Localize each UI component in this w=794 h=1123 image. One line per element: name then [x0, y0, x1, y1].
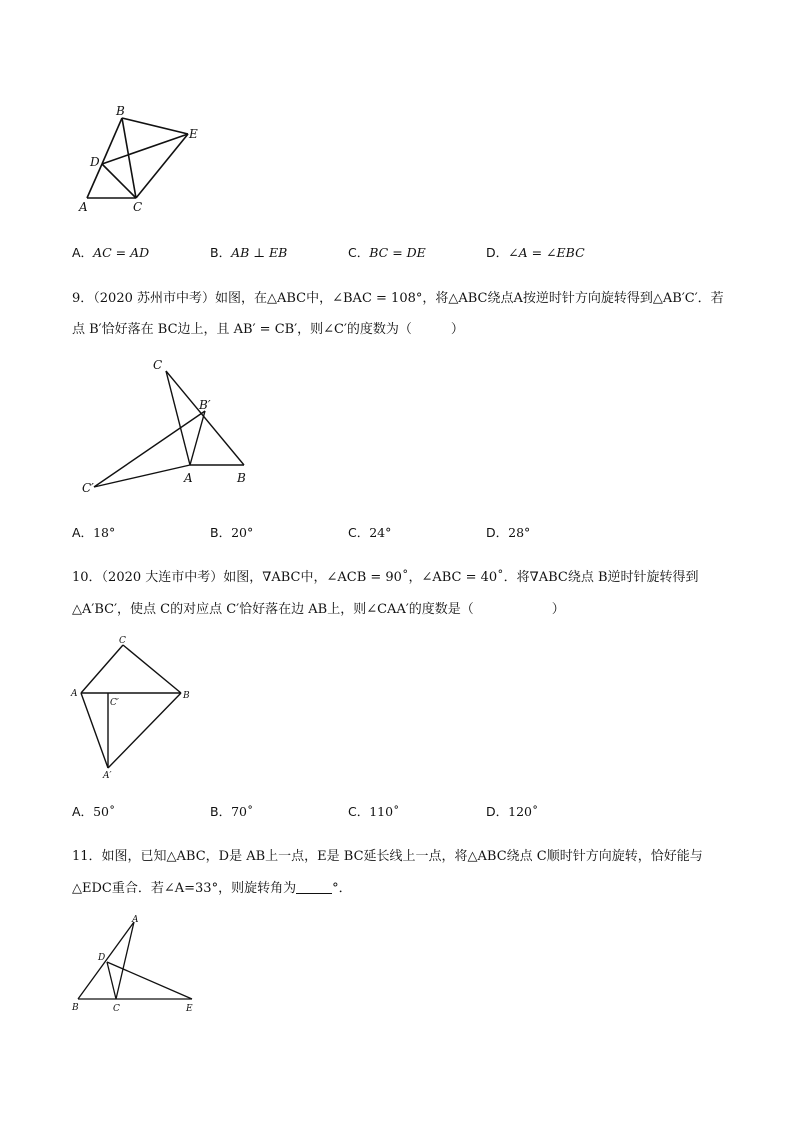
- q10-option-a-text: 50˚: [93, 804, 116, 819]
- q8-option-d-label: D．: [486, 245, 509, 260]
- q9-option-d[interactable]: [486, 523, 530, 541]
- q9-option-a-text: 18°: [93, 525, 116, 540]
- q8-option-b-label: B．: [210, 245, 232, 260]
- q8-option-a-text: AC = AD: [93, 245, 150, 260]
- label-e: E: [186, 1004, 193, 1014]
- label-c: C: [153, 358, 163, 372]
- label-b: B: [116, 104, 125, 118]
- label-b: B: [237, 471, 246, 485]
- q8-option-b[interactable]: [210, 243, 287, 261]
- q10-option-b[interactable]: [210, 802, 253, 820]
- q11-text-line-2-b: °．: [332, 881, 352, 896]
- geometry-diagram-q9: [78, 355, 268, 495]
- q9-option-d-text: 28°: [508, 525, 531, 540]
- q8-option-b-text: AB ⊥ EB: [231, 245, 288, 260]
- q9-option-a-label: A．: [72, 525, 94, 540]
- answer-blank[interactable]: [296, 881, 332, 894]
- q9-option-c-text: 24°: [369, 525, 392, 540]
- figure-q9: [78, 355, 268, 495]
- label-d: D: [90, 155, 100, 169]
- q10-text-line-1: 10．（2020 大连市中考）如图，∇ABC中，∠ACB = 90˚，∠ABC = 40˚．将∇ABC绕点 B逆时针旋转得到: [72, 570, 699, 585]
- q10-text-line-2: △A′BC′，使点 C的对应点 C′恰好落在边 AB上，则∠CAA′的度数是（ ）: [72, 602, 565, 617]
- q9-text-line-1: 9．（2020 苏州市中考）如图，在△ABC中，∠BAC = 108°，将△ABC绕点A按逆时针方向旋转得到△AB′C′．若: [72, 291, 724, 306]
- label-b-prime: B′: [199, 398, 211, 412]
- q10-option-d-text: 120˚: [508, 804, 539, 819]
- q10-option-d-label: D．: [486, 804, 509, 819]
- label-c: C: [119, 636, 126, 646]
- q10-option-b-text: 70˚: [231, 804, 254, 819]
- q11-text-line-1: 11．如图，已知△ABC，D是 AB上一点，E是 BC延长线上一点，将△ABC绕点 C顺时针方向旋转，恰好能与: [72, 849, 703, 864]
- label-e: E: [189, 127, 198, 141]
- q9-option-d-label: D．: [486, 525, 509, 540]
- q8-option-c[interactable]: [348, 243, 426, 261]
- q8-option-a[interactable]: [72, 243, 149, 261]
- q11-text-line-2: [72, 877, 352, 896]
- q9-option-c[interactable]: [348, 523, 391, 541]
- label-b: B: [72, 1003, 79, 1013]
- label-a-prime: A′: [103, 771, 112, 781]
- label-b: B: [183, 691, 190, 701]
- q11-text-line-2-a: △EDC重合．若∠A=33°，则旋转角为: [72, 881, 297, 896]
- label-c: C: [133, 200, 143, 214]
- label-a: A: [79, 200, 88, 214]
- figure-q10: [68, 632, 208, 782]
- geometry-diagram-q10: [68, 632, 208, 782]
- q9-option-c-label: C．: [348, 525, 370, 540]
- q10-option-c-text: 110˚: [369, 804, 400, 819]
- q10-option-a-label: A．: [72, 804, 94, 819]
- q10-option-a[interactable]: [72, 802, 115, 820]
- q8-option-c-label: C．: [348, 245, 370, 260]
- q10-option-d[interactable]: [486, 802, 538, 820]
- q10-option-b-label: B．: [210, 804, 232, 819]
- label-c-prime: C′: [82, 481, 94, 495]
- q9-option-a[interactable]: [72, 523, 115, 541]
- figure-q8: [70, 100, 210, 215]
- geometry-diagram-q11: [68, 912, 208, 1017]
- figure-q11: [68, 912, 208, 1017]
- q9-option-b-label: B．: [210, 525, 232, 540]
- q10-option-c[interactable]: [348, 802, 399, 820]
- q9-option-b[interactable]: [210, 523, 253, 541]
- q8-option-d[interactable]: [486, 243, 585, 261]
- q8-option-d-text: ∠A = ∠EBC: [508, 245, 585, 260]
- label-c: C: [113, 1004, 120, 1014]
- q10-option-c-label: C．: [348, 804, 370, 819]
- q9-option-b-text: 20°: [231, 525, 254, 540]
- label-d: D: [98, 953, 106, 963]
- label-c-prime: C′: [110, 698, 119, 708]
- q9-text-line-2: 点 B′恰好落在 BC边上，且 AB′ = CB′，则∠C′的度数为（ ）: [72, 322, 464, 337]
- label-a: A: [132, 915, 139, 925]
- label-a: A: [184, 471, 193, 485]
- q8-option-a-label: A．: [72, 245, 94, 260]
- q8-option-c-text: BC = DE: [369, 245, 426, 260]
- geometry-diagram-q8: [70, 100, 210, 215]
- label-a: A: [71, 689, 78, 699]
